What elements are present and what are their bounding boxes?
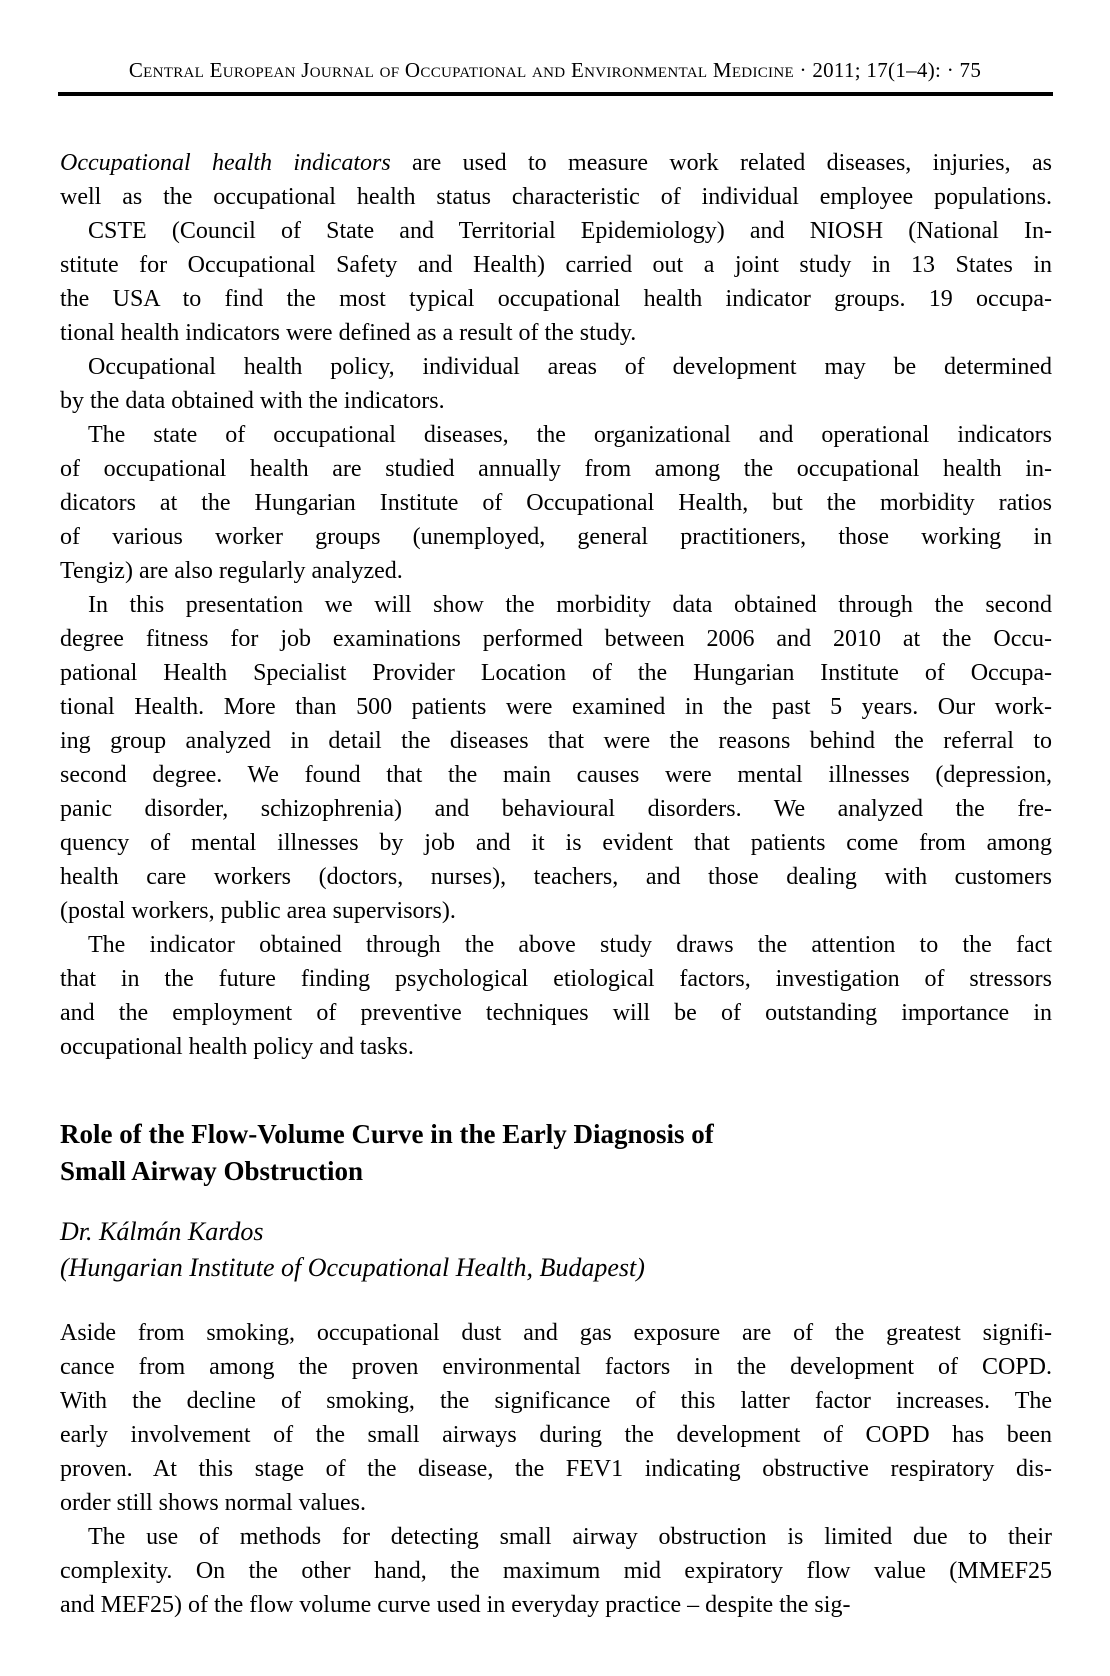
text-line: and MEF25) of the flow volume curve used in everyday practice – despite the sig- bbox=[60, 1592, 851, 1618]
header-rule bbox=[58, 92, 1053, 96]
text-line: degree fitness for job examinations performed between 2006 and 2010 at the Occu- bbox=[60, 626, 1052, 652]
running-header: Central European Journal of Occupational and Environmental Medicine · 2011; 17(1–4): · 75 bbox=[128, 58, 982, 82]
text-line: complexity. On the other hand, the maximum mid expiratory flow value (MMEF25 bbox=[60, 1558, 1052, 1584]
text-line: health care workers (doctors, nurses), teachers, and those dealing with customers bbox=[60, 864, 1052, 890]
abstract-intro-paragraph bbox=[60, 146, 1052, 214]
text-line: Role of the Flow-Volume Curve in the Early Diagnosis of bbox=[60, 1119, 714, 1149]
abstract-paragraph-policy bbox=[60, 350, 1052, 418]
text-line: The use of methods for detecting small airway obstruction is limited due to their bbox=[88, 1524, 1052, 1550]
text-line: The indicator obtained through the above study draws the attention to the fact bbox=[88, 932, 1052, 958]
text-line: dicators at the Hungarian Institute of Occupational Health, but the morbidity ratios bbox=[60, 490, 1052, 516]
text-line: tional health indicators were defined as a result of the study. bbox=[60, 320, 637, 346]
text-line: With the decline of smoking, the significance of this latter factor increases. The bbox=[60, 1388, 1052, 1414]
text-line: second degree. We found that the main causes were mental illnesses (depression, bbox=[60, 762, 1052, 788]
text-line: tional Health. More than 500 patients were examined in the past 5 years. Our work- bbox=[60, 694, 1052, 720]
article-title bbox=[60, 1116, 1052, 1190]
text-line: Aside from smoking, occupational dust and gas exposure are of the greatest signifi- bbox=[60, 1320, 1052, 1346]
text-line: The state of occupational diseases, the organizational and operational indicators bbox=[88, 422, 1052, 448]
text-line: panic disorder, schizophrenia) and behavioural disorders. We analyzed the fre- bbox=[60, 796, 1052, 822]
text-line: the USA to find the most typical occupational health indicator groups. 19 occupa- bbox=[60, 286, 1052, 312]
text-line: of occupational health are studied annually from among the occupational health in- bbox=[60, 456, 1052, 482]
author-block bbox=[60, 1214, 1052, 1286]
text-line: early involvement of the small airways during the development of COPD has been bbox=[60, 1422, 1052, 1448]
text-line: (postal workers, public area supervisors). bbox=[60, 898, 456, 924]
text-line: quency of mental illnesses by job and it is evident that patients come from among bbox=[60, 830, 1052, 856]
text-line bbox=[60, 146, 1052, 180]
abstract-paragraph-presentation bbox=[60, 588, 1052, 928]
text-line: Tengiz) are also regularly analyzed. bbox=[60, 558, 403, 584]
italic-lead-phrase: Occupational health indicators bbox=[60, 150, 391, 176]
page-body bbox=[60, 146, 1052, 1622]
text-line: In this presentation we will show the morbidity data obtained through the second bbox=[88, 592, 1052, 618]
text-line: order still shows normal values. bbox=[60, 1490, 366, 1516]
text-line: Small Airway Obstruction bbox=[60, 1156, 364, 1186]
text-line: well as the occupational health status characteristic of individual employee populations. bbox=[60, 184, 1052, 210]
text-line: pational Health Specialist Provider Location of the Hungarian Institute of Occupa- bbox=[60, 660, 1052, 686]
author-name: Dr. Kálmán Kardos bbox=[60, 1217, 264, 1246]
text-line: stitute for Occupational Safety and Health) carried out a joint study in 13 States in bbox=[60, 252, 1052, 278]
text-run: are used to measure work related diseases, injuries, as bbox=[390, 150, 1052, 176]
text-line: and the employment of preventive techniques will be of outstanding importance in bbox=[60, 1000, 1052, 1026]
author-affiliation: (Hungarian Institute of Occupational Health, Budapest) bbox=[60, 1253, 645, 1282]
abstract-paragraph-indicator bbox=[60, 928, 1052, 1064]
article-paragraph-aside bbox=[60, 1316, 1052, 1520]
abstract-paragraph-state bbox=[60, 418, 1052, 588]
abstract-paragraph-cste bbox=[60, 214, 1052, 350]
article-paragraph-methods bbox=[60, 1520, 1052, 1622]
text-line: occupational health policy and tasks. bbox=[60, 1034, 414, 1060]
text-line: of various worker groups (unemployed, general practitioners, those working in bbox=[60, 524, 1052, 550]
text-line: ing group analyzed in detail the diseases that were the reasons behind the referral to bbox=[60, 728, 1052, 754]
text-line: CSTE (Council of State and Territorial Epidemiology) and NIOSH (National In- bbox=[88, 218, 1052, 244]
text-line: proven. At this stage of the disease, the FEV1 indicating obstructive respiratory dis- bbox=[60, 1456, 1052, 1482]
text-line: cance from among the proven environmental factors in the development of COPD. bbox=[60, 1354, 1052, 1380]
text-line: Occupational health policy, individual areas of development may be determined bbox=[88, 354, 1052, 380]
text-line: that in the future finding psychological etiological factors, investigation of stressors bbox=[60, 966, 1052, 992]
text-line: by the data obtained with the indicators. bbox=[60, 388, 445, 414]
